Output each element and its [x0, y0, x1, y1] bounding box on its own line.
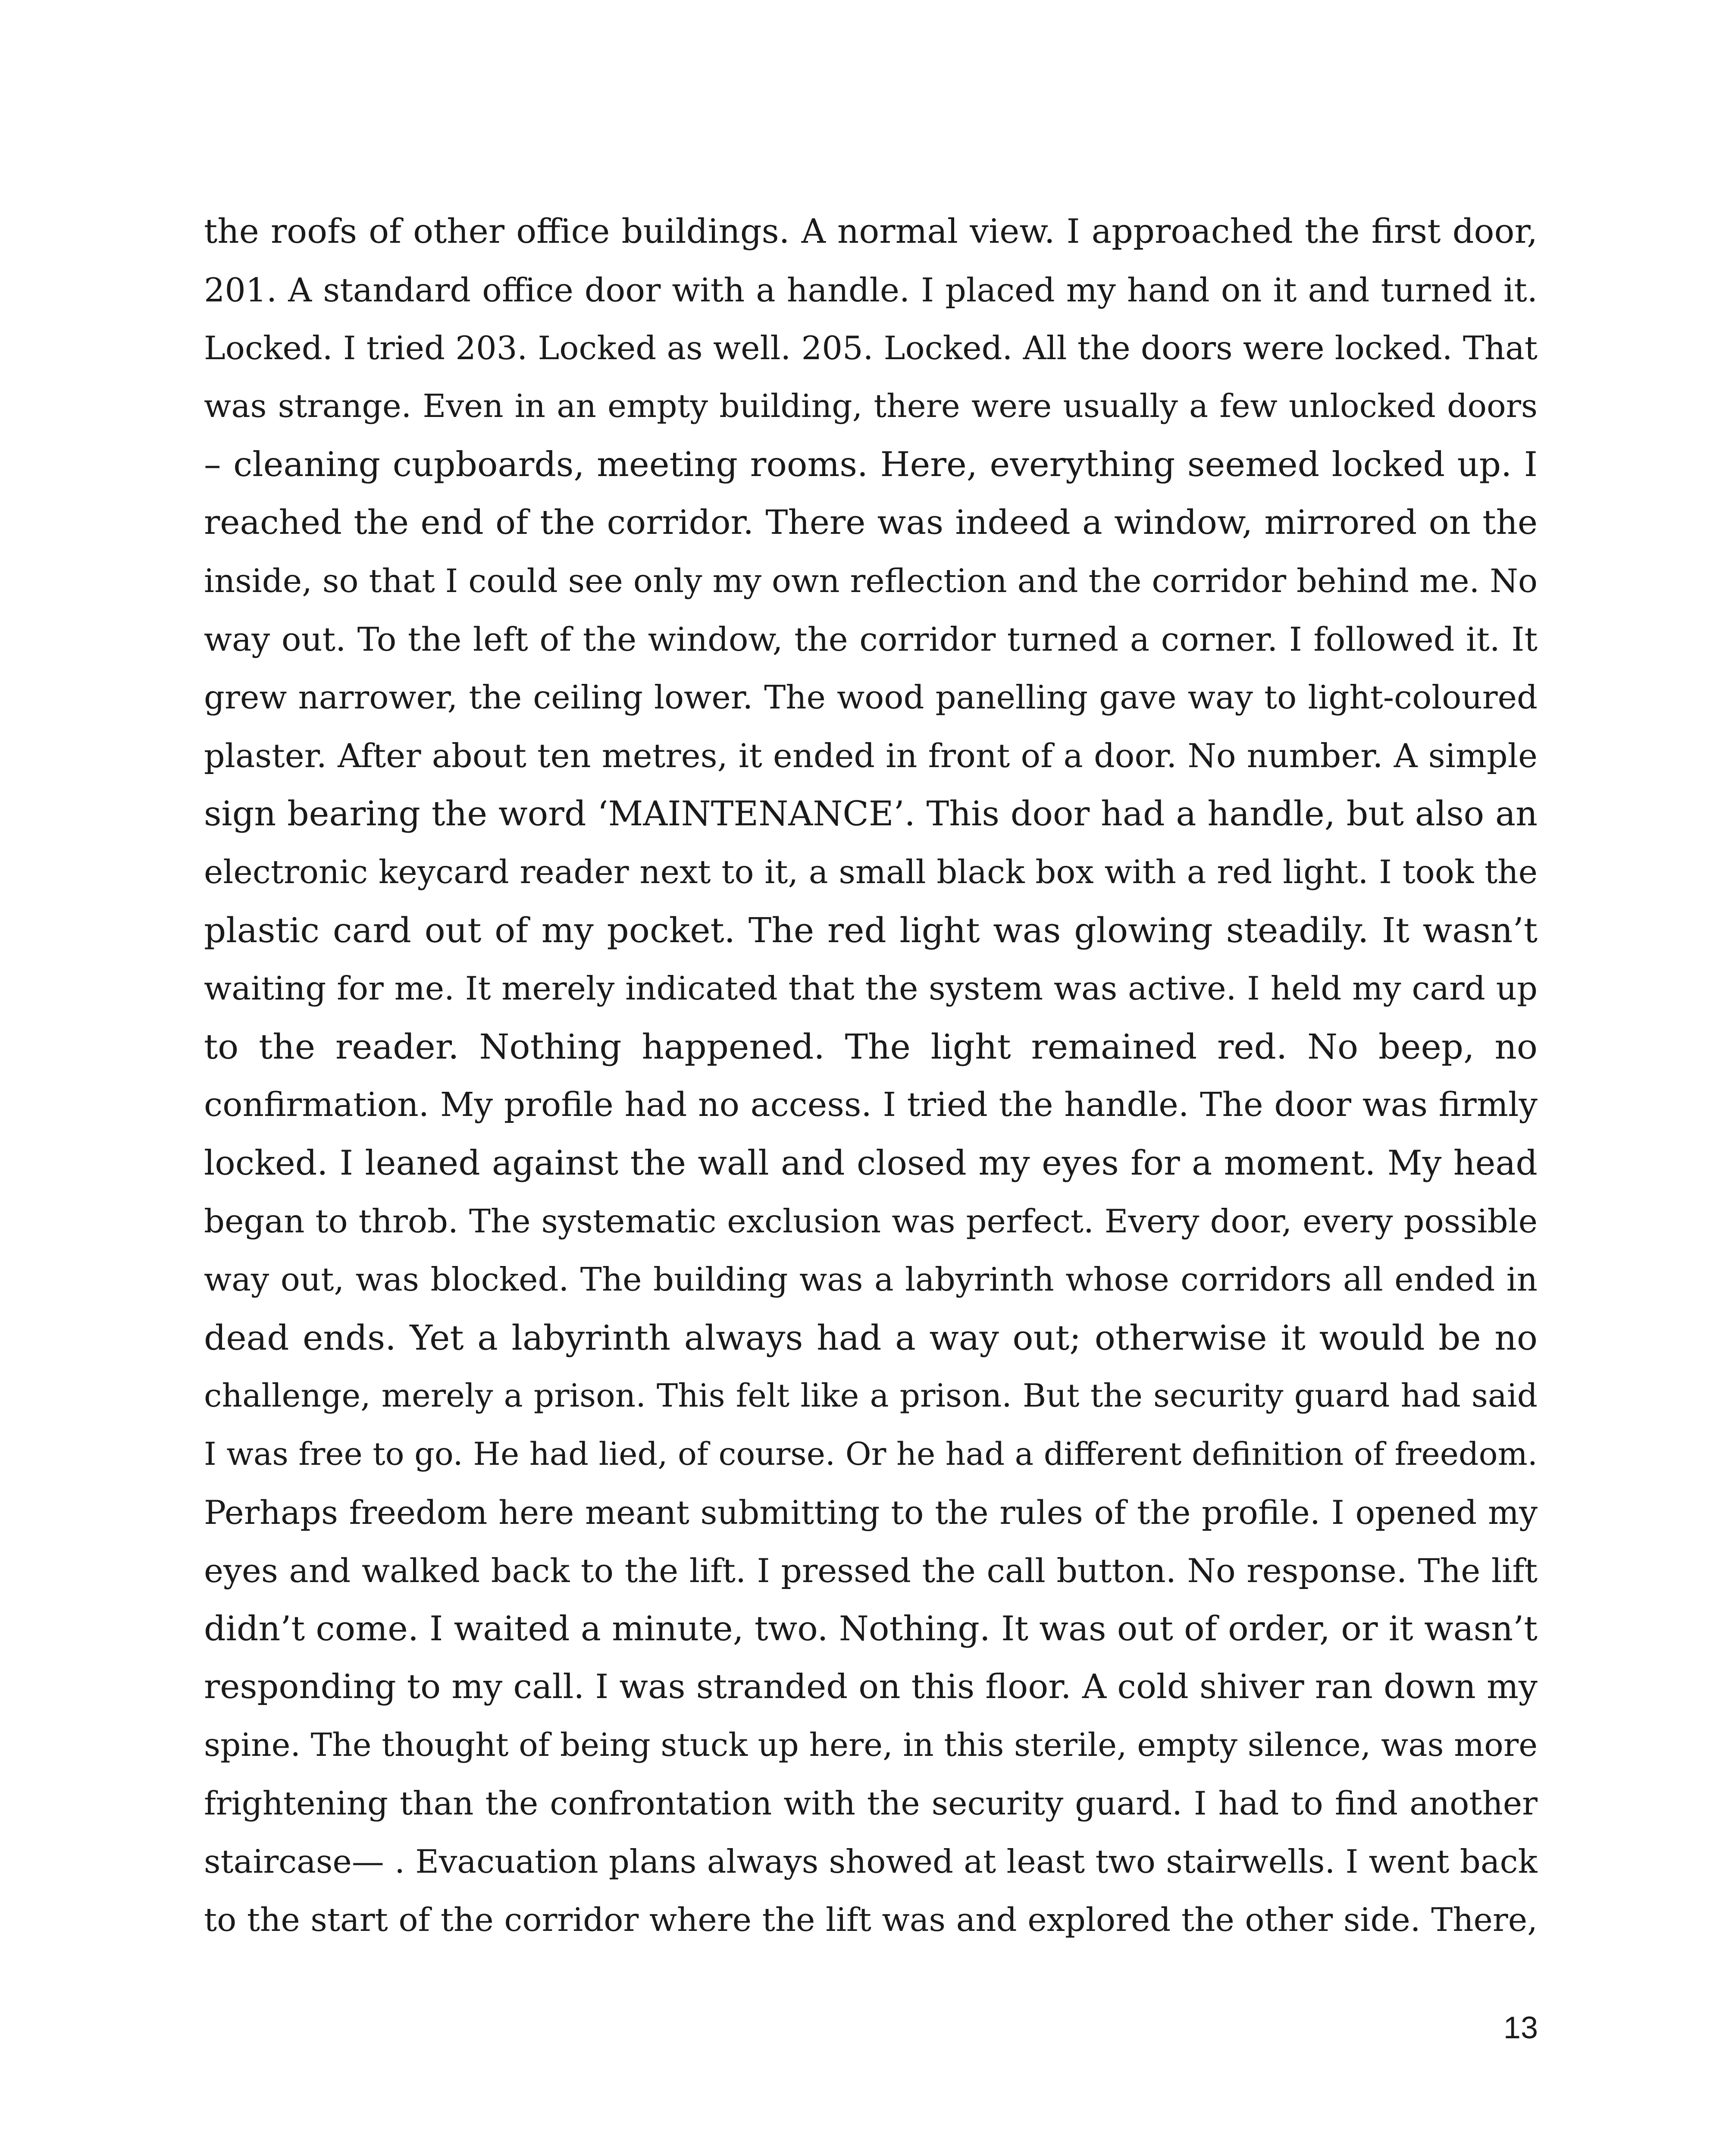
text-line: Perhaps freedom here meant submitting to the rules of the profile. I opened my	[204, 1493, 1538, 1532]
text-line: Locked. I tried 203. Locked as well. 205. Locked. All the doors were locked. That	[204, 329, 1538, 367]
text-line: dead ends. Yet a labyrinth always had a way out; otherwise it would be no	[204, 1318, 1538, 1358]
text-line: eyes and walked back to the lift. I pressed the call button. No response. The lift	[204, 1551, 1538, 1590]
page-number: 13	[1503, 2011, 1538, 2045]
text-line: to the reader. Nothing happened. The light remained red. No beep, no	[204, 1027, 1538, 1067]
text-line: plastic card out of my pocket. The red light was glowing steadily. It wasn’t	[204, 910, 1538, 950]
text-line: – cleaning cupboards, meeting rooms. Here, everything seemed locked up. I	[204, 445, 1538, 484]
text-line: responding to my call. I was stranded on this floor. A cold shiver ran down my	[204, 1667, 1538, 1706]
text-line: didn’t come. I waited a minute, two. Nothing. It was out of order, or it wasn’t	[204, 1609, 1538, 1648]
text-line: confirmation. My profile had no access. I tried the handle. The door was firmly	[204, 1086, 1538, 1124]
text-line: locked. I leaned against the wall and closed my eyes for a moment. My head	[204, 1143, 1538, 1183]
text-line: 201. A standard office door with a handle. I placed my hand on it and turned it.	[204, 271, 1538, 309]
text-line: electronic keycard reader next to it, a small black box with a red light. I took the	[204, 853, 1538, 891]
text-line: frightening than the confrontation with the security guard. I had to find another	[204, 1784, 1538, 1822]
text-line: to the start of the corridor where the lift was and explored the other side. There,	[204, 1901, 1538, 1939]
text-line: the roofs of other office buildings. A normal view. I approached the first door,	[204, 212, 1538, 251]
text-line: was strange. Even in an empty building, there were usually a few unlocked doors	[204, 388, 1538, 425]
text-line: way out, was blocked. The building was a labyrinth whose corridors all ended in	[204, 1260, 1538, 1298]
body-text	[204, 203, 1538, 1949]
text-line: way out. To the left of the window, the corridor turned a corner. I followed it. It	[204, 620, 1538, 658]
text-line: waiting for me. It merely indicated that the system was active. I held my card up	[204, 969, 1538, 1007]
text-line: staircase— . Evacuation plans always showed at least two stairwells. I went back	[204, 1843, 1538, 1880]
text-line: spine. The thought of being stuck up here, in this sterile, empty silence, was more	[204, 1727, 1538, 1764]
text-line: I was free to go. He had lied, of course. Or he had a different definition of freedom.	[204, 1436, 1538, 1473]
text-line: plaster. After about ten metres, it ended in front of a door. No number. A simple	[204, 736, 1538, 775]
text-line: grew narrower, the ceiling lower. The wood panelling gave way to light-coloured	[204, 678, 1538, 716]
text-line: sign bearing the word ‘MAINTENANCE’. This door had a handle, but also an	[204, 794, 1538, 834]
text-line: challenge, merely a prison. This felt like a prison. But the security guard had said	[204, 1377, 1538, 1414]
text-line: inside, so that I could see only my own reflection and the corridor behind me. No	[204, 562, 1538, 600]
text-line: reached the end of the corridor. There was indeed a window, mirrored on the	[204, 503, 1538, 542]
text-line: began to throb. The systematic exclusion was perfect. Every door, every possible	[204, 1202, 1538, 1240]
